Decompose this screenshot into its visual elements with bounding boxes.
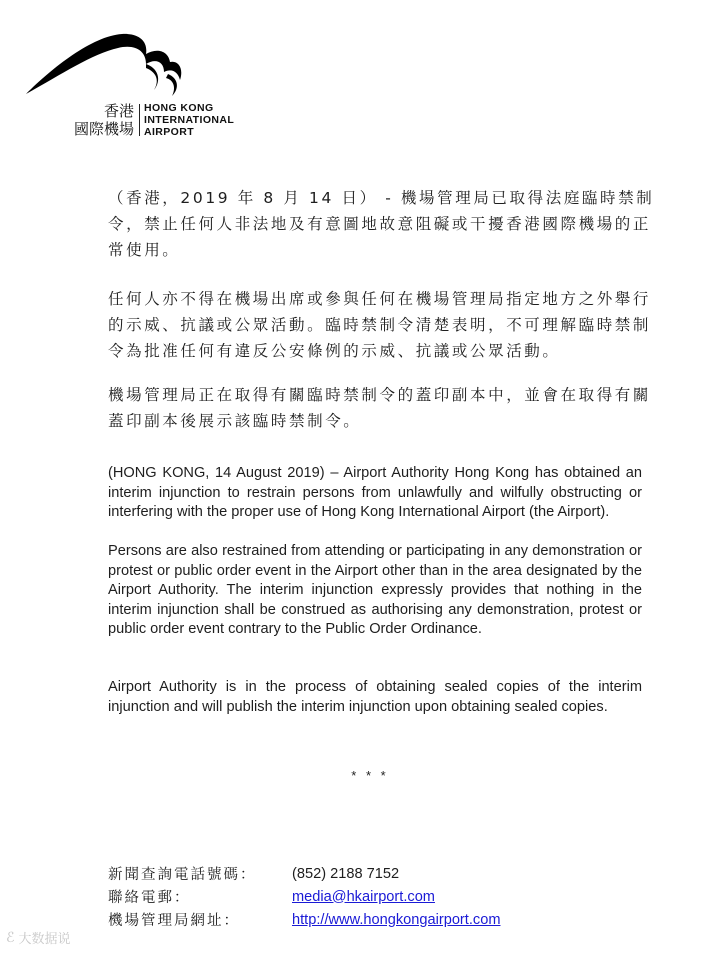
contact-value-phone: (852) 2188 7152 bbox=[292, 865, 400, 882]
logo-chinese-name bbox=[66, 102, 134, 138]
en-dateline: (HONG KONG, 14 August 2019) – bbox=[108, 465, 344, 481]
logo-zh-line1: 香港 bbox=[103, 102, 134, 120]
contact-row-website bbox=[108, 908, 668, 931]
en-paragraph-1 bbox=[108, 464, 642, 523]
contact-label-email: 聯絡電郵： bbox=[108, 890, 191, 906]
watermark-text: 大数据说 bbox=[18, 932, 71, 947]
en-paragraph-1-body: Airport Authority Hong Kong has obtained an interim injunction to restrain persons from unlawfully and wilfully obstructing or interfering with the proper use of Hong Kong International Airport (the Airport). bbox=[108, 465, 643, 521]
contact-row-email bbox=[108, 885, 668, 908]
en-paragraph-3: Airport Authority is in the process of obtaining sealed copies of the interim injunction and will publish the interim injunction upon obtaining sealed copies. bbox=[108, 679, 642, 715]
email-link[interactable]: media@hkairport.com bbox=[292, 888, 435, 905]
contact-label-phone: 新聞查詢電話號碼： bbox=[108, 867, 257, 883]
logo-divider bbox=[139, 104, 140, 136]
zh-paragraph-3: 機場管理局正在取得有關臨時禁制令的蓋印副本中，並會在取得有關蓋印副本後展示該臨時禁制令。 bbox=[108, 386, 652, 430]
logo-zh-line2: 國際機場 bbox=[73, 120, 134, 138]
contact-row-phone bbox=[108, 862, 668, 885]
zh-paragraph-1: （香港，2019 年 8 月 14 日） - 機場管理局已取得法庭臨時禁制令，禁止任何人非法地及有意圖地故意阻礙或干擾香港國際機場的正常使用。 bbox=[108, 189, 655, 259]
logo-english-name bbox=[144, 102, 234, 138]
logo-en-line3: AIRPORT bbox=[144, 126, 195, 138]
logo-en-line2: INTERNATIONAL bbox=[144, 114, 235, 126]
logo-en-line1: HONG KONG bbox=[144, 102, 214, 114]
airport-logo bbox=[22, 28, 235, 138]
zh-paragraph-2: 任何人亦不得在機場出席或參與任何在機場管理局指定地方之外舉行的示威、抗議或公眾活動。臨時禁制令清楚表明，不可理解臨時禁制令為批准任何有違反公安條例的示威、抗議或公眾活動。 bbox=[108, 290, 652, 360]
airport-logo-mark-icon bbox=[22, 28, 192, 100]
website-link[interactable]: http://www.hongkongairport.com bbox=[292, 911, 501, 928]
watermark bbox=[6, 928, 71, 947]
end-separator: * * * bbox=[351, 768, 389, 783]
contact-block bbox=[108, 862, 668, 931]
contact-label-website: 機場管理局網址： bbox=[108, 913, 240, 929]
weibo-icon: ℰ bbox=[6, 929, 15, 946]
en-paragraph-2: Persons are also restrained from attending or participating in any demonstration or protest or public order event in the Airport other than in the area designated by the Airport Authority. The interim injunction expressly provides that nothing in the interim injunction shall be construed as authorising any demonstration, protest or public order event contrary to the Public Order Ordinance. bbox=[108, 543, 642, 638]
